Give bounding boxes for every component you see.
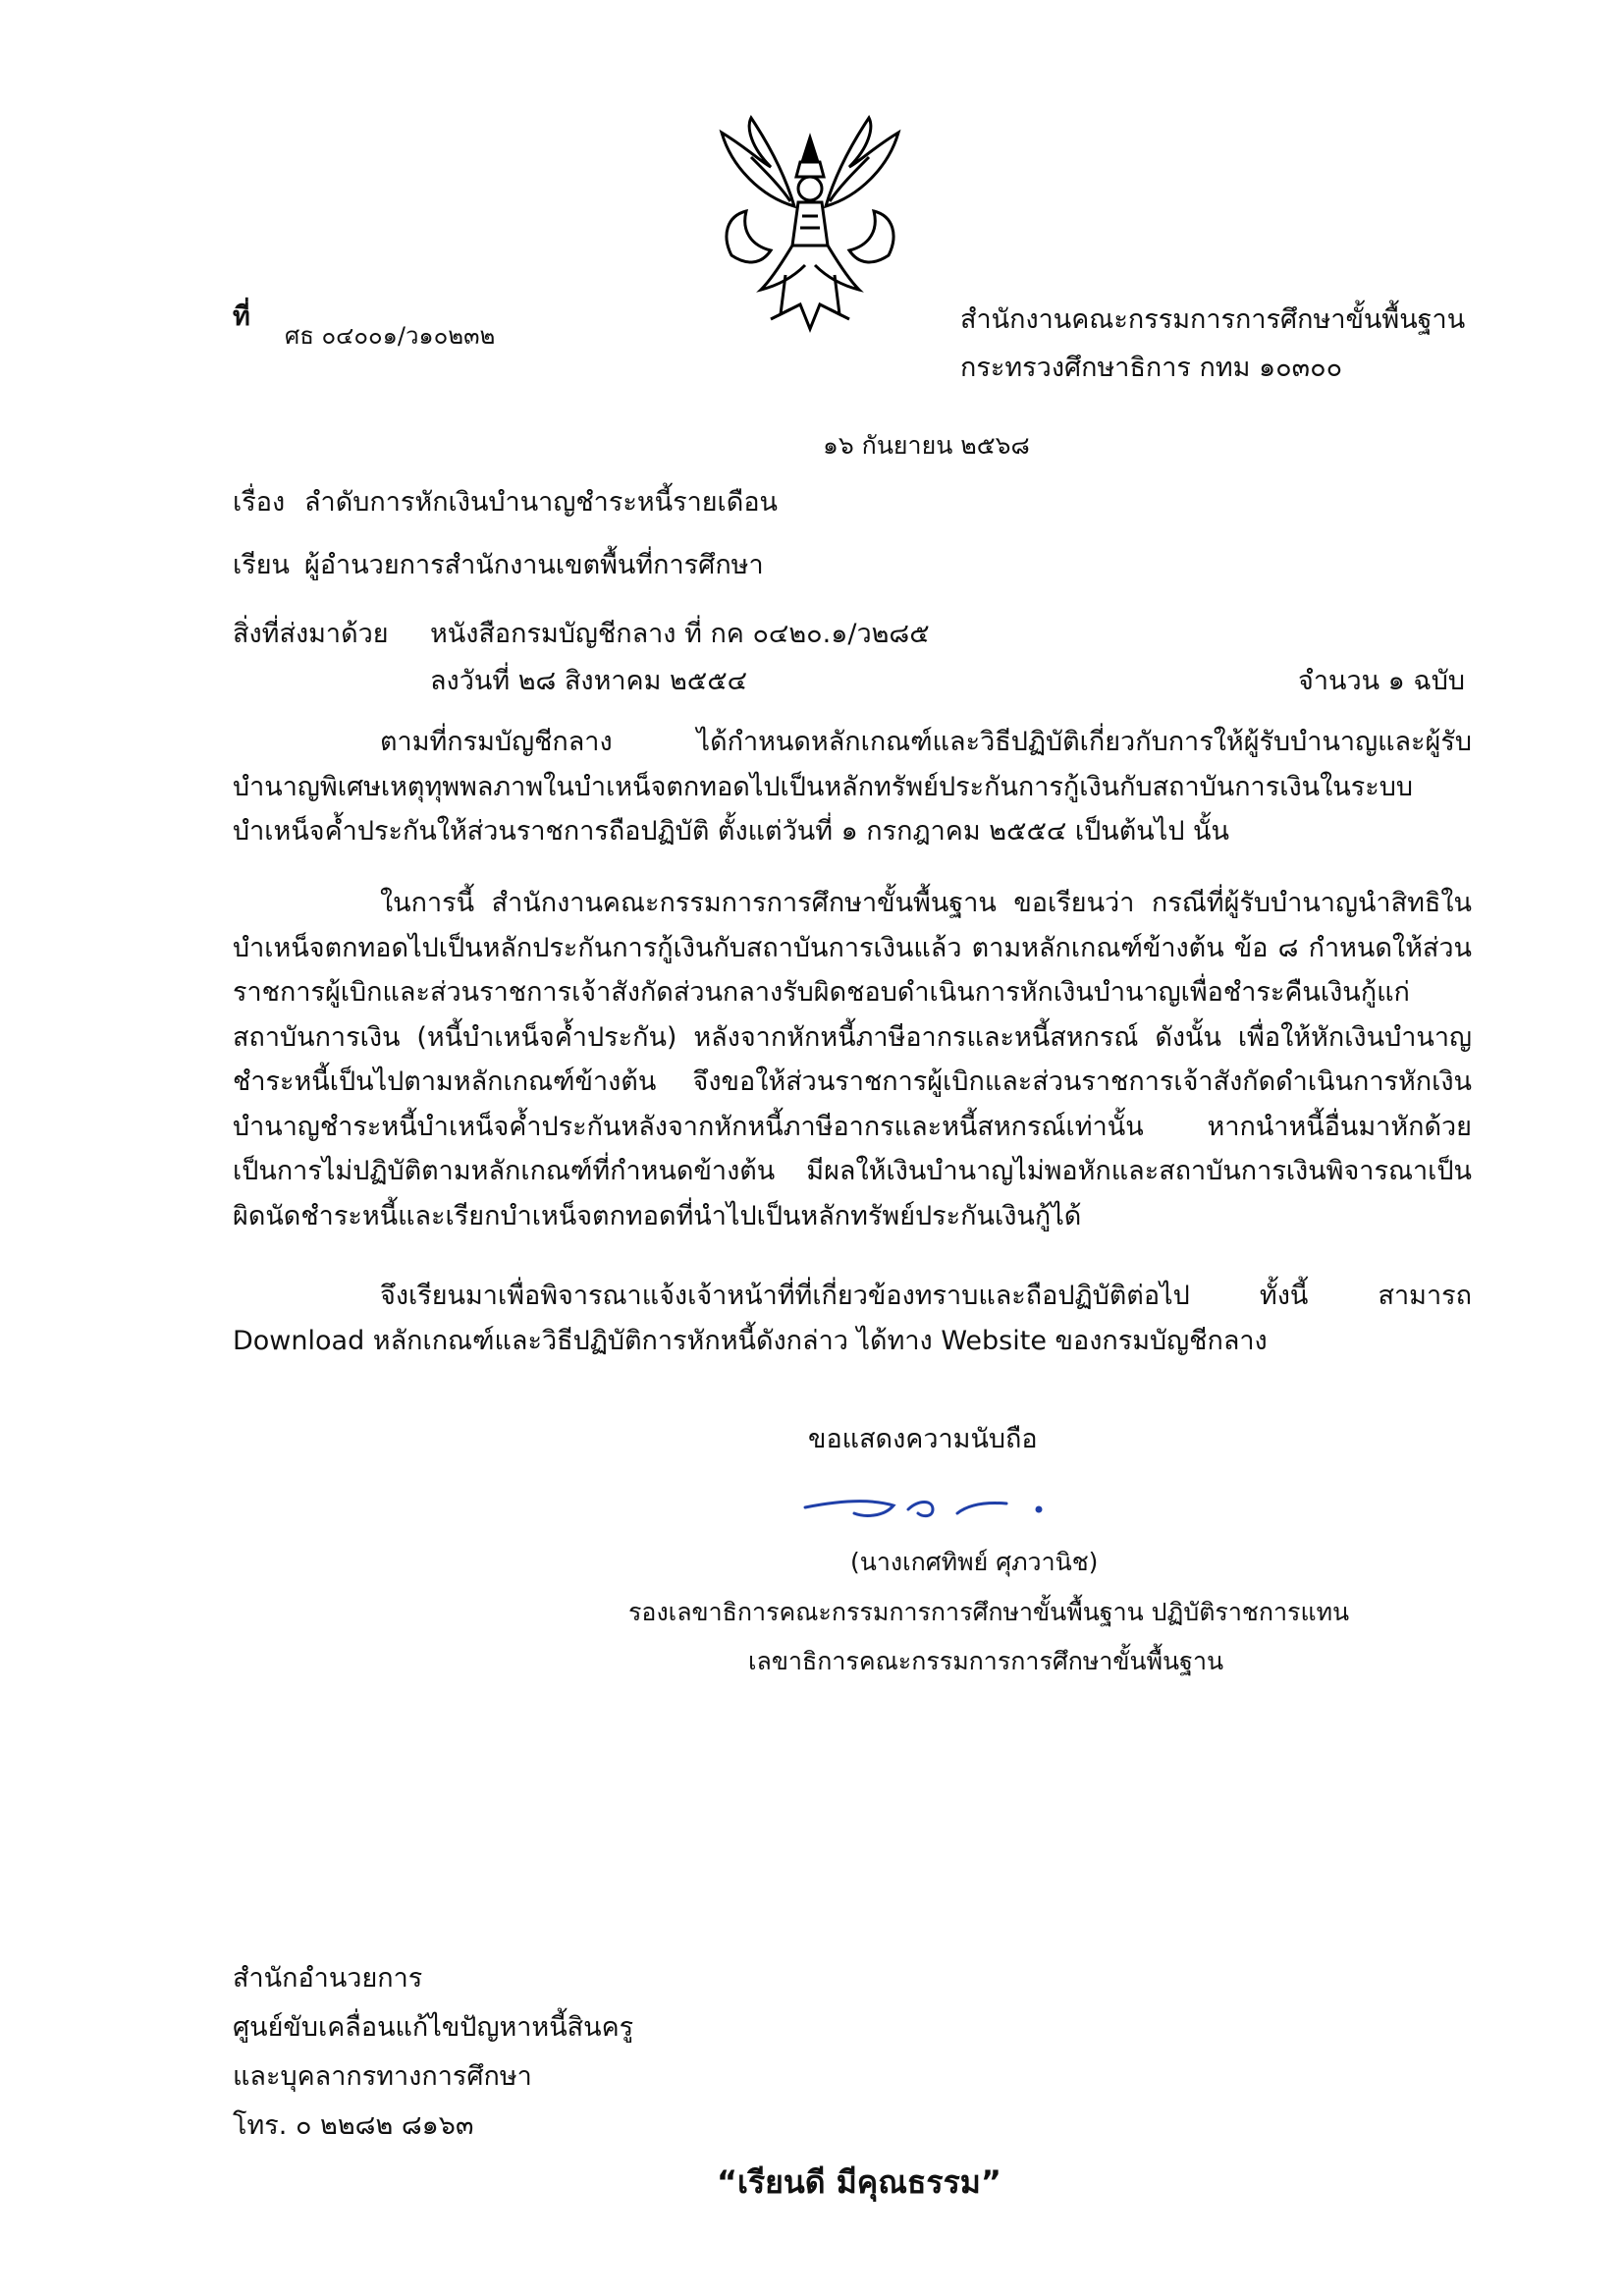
garuda-emblem-icon <box>692 108 928 344</box>
motto: “เรียนดี มีคุณธรรม” <box>717 2163 1001 2201</box>
closing-regards: ขอแสดงความนับถือ <box>808 1424 1038 1454</box>
footer-unit-2: ศูนย์ขับเคลื่อนแก้ไขปัญหาหนี้สินครู <box>233 2012 634 2043</box>
body-paragraph-2-text: ในการนี้ สำนักงานคณะกรรมการการศึกษาขั้นพื้นฐาน ขอเรียนว่า กรณีที่ผู้รับบำนาญนำสิทธิในบำเหน็จตกทอดไปเป็นหลักประกันการกู้เงินกับสถาบันการเงินแล้ว ตามหลักเกณฑ์ข้างต้น ข้อ ๘ กำหนดให้ส่วนราชการผู้เบิกและส่วนราชการเจ้าสังกัดส่วนกลางรับผิดชอบดำเนินการหักเงินบำนาญเพื่อชำระคืนเงินกู้แก่สถาบันการเงิน (หนี้บำเหน็จค้ำประกัน) หลังจากหักหนี้ภาษีอากรและหนี้สหกรณ์ ดังนั้น เพื่อให้หักเงินบำนาญชำระหนี้เป็นไปตามหลักเกณฑ์ข้างต้น จึงขอให้ส่วนราชการผู้เบิกและส่วนราชการเจ้าสังกัดดำเนินการหักเงินบำนาญชำระหนี้บำเหน็จค้ำประกันหลังจากหักหนี้ภาษีอากรและหนี้สหกรณ์เท่านั้น หากนำหนี้อื่นมาหักด้วยเป็นการไม่ปฏิบัติตามหลักเกณฑ์ที่กำหนดข้างต้น มีผลให้เงินบำนาญไม่พอหักและสถาบันการเงินพิจารณาเป็นผิดนัดชำระหนี้และเรียกบำเหน็จตกทอดที่นำไปเป็นหลักทรัพย์ประกันเงินกู้ได้ <box>233 888 1472 1231</box>
enclosure-line2: ลงวันที่ ๒๘ สิงหาคม ๒๕๕๔ <box>430 666 748 696</box>
footer-phone: โทร. ๐ ๒๒๘๒ ๘๑๖๓ <box>233 2110 474 2141</box>
body-paragraph-1-text: ตามที่กรมบัญชีกลาง ได้กำหนดหลักเกณฑ์และวิธีปฏิบัติเกี่ยวกับการให้ผู้รับบำนาญและผู้รับบำนาญพิเศษเหตุทุพพลภาพในบำเหน็จตกทอดไปเป็นหลักทรัพย์ประกันการกู้เงินกับสถาบันการเงินในระบบบำเหน็จค้ำประกันให้ส่วนราชการถือปฏิบัติ ตั้งแต่วันที่ ๑ กรกฎาคม ๒๕๕๔ เป็นต้นไป นั้น <box>233 727 1472 847</box>
body-paragraph-3 <box>233 1274 1472 1363</box>
body-paragraph-1 <box>233 720 1472 854</box>
signer-title-1: รองเลขาธิการคณะกรรมการการศึกษาขั้นพื้นฐาน ปฏิบัติราชการแทน <box>628 1598 1350 1626</box>
subject-text: ลำดับการหักเงินบำนาญชำระหนี้รายเดือน <box>304 487 778 518</box>
recipient-text: ผู้อำนวยการสำนักงานเขตพื้นที่การศึกษา <box>304 550 764 580</box>
enclosure-label: สิ่งที่ส่งมาด้วย <box>233 619 389 649</box>
signer-title-2: เลขาธิการคณะกรรมการการศึกษาขั้นพื้นฐาน <box>748 1647 1224 1675</box>
footer-unit-3: และบุคลากรทางการศึกษา <box>233 2061 532 2092</box>
subject-label: เรื่อง <box>233 487 286 518</box>
recipient-label: เรียน <box>233 550 291 580</box>
footer-unit-1: สำนักอำนวยการ <box>233 1963 423 1994</box>
letter-date: ๑๖ กันยายน ๒๕๖๘ <box>823 431 1030 460</box>
body-paragraph-3-text: จึงเรียนมาเพื่อพิจารณาแจ้งเจ้าหน้าที่ที่เกี่ยวข้องทราบและถือปฏิบัติต่อไป ทั้งนี้ สามารถ Download หลักเกณฑ์และวิธีปฏิบัติการหักหนี้ดังกล่าว ได้ทาง Website ของกรมบัญชีกลาง <box>233 1281 1472 1356</box>
ref-number: ศธ ๐๔๐๐๑/ว๑๐๒๓๒ <box>285 322 496 350</box>
enclosure-line1: หนังสือกรมบัญชีกลาง ที่ กค ๐๔๒๐.๑/ว๒๘๕ <box>430 619 930 649</box>
body-paragraph-2 <box>233 881 1472 1238</box>
signature-icon <box>785 1478 1080 1537</box>
office-name: สำนักงานคณะกรรมการการศึกษาขั้นพื้นฐาน <box>960 304 1466 335</box>
office-address: กระทรวงศึกษาธิการ กทม ๑๐๓๐๐ <box>960 353 1343 383</box>
enclosure-count: จำนวน ๑ ฉบับ <box>1298 666 1466 696</box>
signer-name: (นางเกศทิพย์ ศุภวานิช) <box>850 1548 1099 1576</box>
ref-label: ที่ <box>233 301 250 332</box>
